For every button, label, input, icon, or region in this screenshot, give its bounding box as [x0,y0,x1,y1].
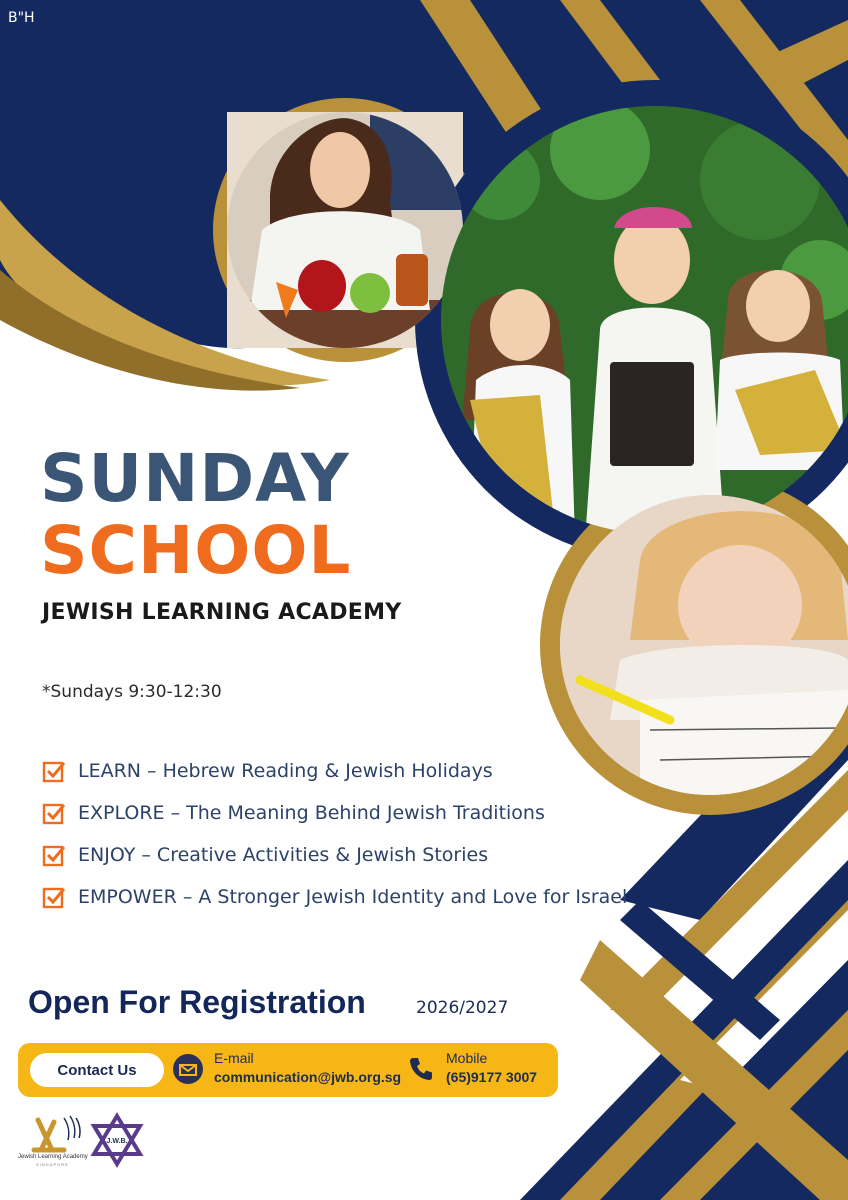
feature-label: LEARN – Hebrew Reading & Jewish Holidays [78,760,493,782]
jwb-logo-text: J.W.B. [106,1138,128,1145]
academy-logo-subcaption: SINGAPORE [36,1162,69,1167]
feature-label: EMPOWER – A Stronger Jewish Identity and Love for Israel [78,886,628,908]
list-item [42,834,627,876]
star-of-david-logo [90,1112,144,1168]
contact-us-button[interactable]: Contact Us [30,1053,164,1087]
academy-subtitle: JEWISH LEARNING ACADEMY [42,600,402,625]
mobile-label: Mobile [446,1050,488,1066]
mobile-link[interactable]: (65)9177 3007 [446,1069,538,1085]
feature-label: EXPLORE – The Meaning Behind Jewish Traditions [78,802,545,824]
email-link[interactable]: communication@jwb.org.sg [214,1069,402,1085]
checkbox-check-icon [42,801,66,825]
title-line-1: SUNDAY [40,440,350,517]
email-label: E-mail [214,1050,254,1066]
academy-logo-caption: Jewish Learning Academy [18,1154,88,1160]
list-item [42,876,627,918]
checkbox-check-icon [42,843,66,867]
registration-heading: Open For Registration [28,984,366,1020]
title-line-2: SCHOOL [40,512,352,589]
checkbox-check-icon [42,885,66,909]
checkbox-check-icon [42,759,66,783]
corner-mark: B"H [8,10,35,26]
feature-label: ENJOY – Creative Activities & Jewish Stories [78,844,489,866]
list-item [42,750,627,792]
list-item [42,792,627,834]
mail-icon [172,1053,204,1085]
schedule-text: *Sundays 9:30-12:30 [42,682,222,702]
phone-icon [406,1054,436,1084]
registration-year: 2026/2027 [416,998,509,1018]
feature-list [42,750,627,918]
